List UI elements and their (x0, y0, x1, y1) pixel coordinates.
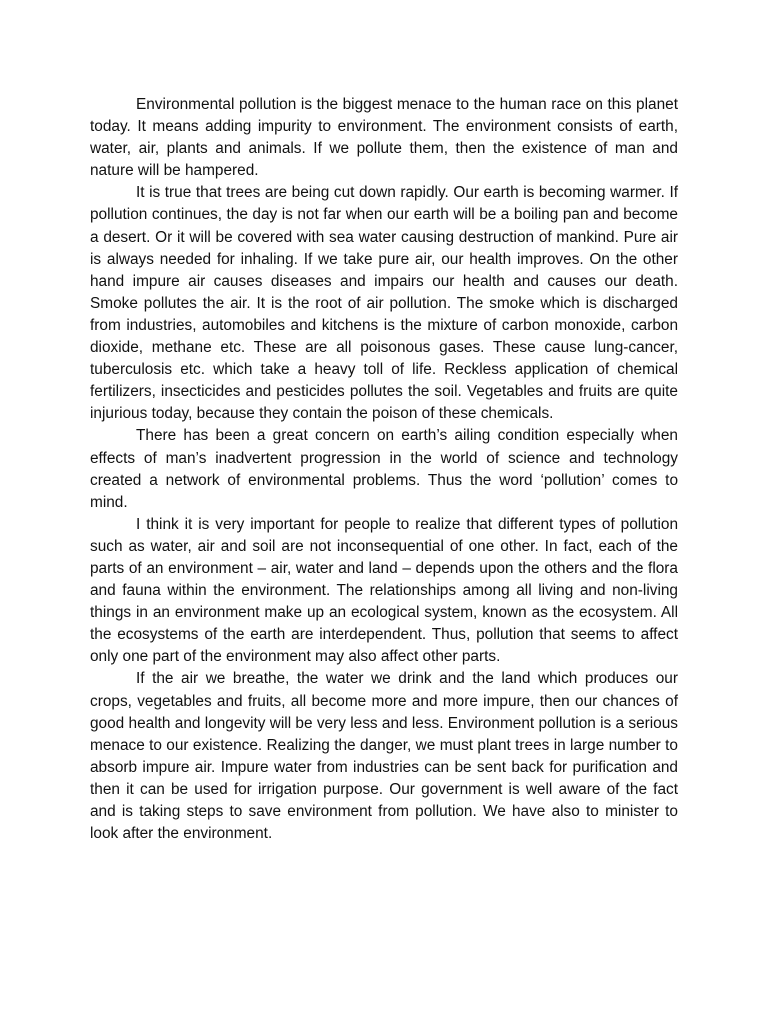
paragraph-5: If the air we breathe, the water we drink and the land which produces our crops, vegetables and fruits, all become more and more impure, then our chances of good health and longevity will be very less and less. Environment pollution is a serious menace to our existence. Realizing the danger, we must plant trees in large number to absorb impure air. Impure water from industries can be sent back for purification and then it can be used for irrigation purpose. Our government is well aware of the fact and is taking steps to save environment from pollution. We have also to minister to look after the environment. (90, 670, 678, 843)
paragraph-2: It is true that trees are being cut down rapidly. Our earth is becoming warmer. If pollution continues, the day is not far when our earth will be a boiling pan and become a desert. Or it will be covered with sea water causing destruction of mankind. Pure air is always needed for inhaling. If we take pure air, our health improves. On the other hand impure air causes diseases and impairs our health and causes our death. Smoke pollutes the air. It is the root of air pollution. The smoke which is discharged from industries, automobiles and kitchens is the mixture of carbon monoxide, carbon dioxide, methane etc. These are all poisonous gases. These cause lung-cancer, tuberculosis etc. which take a heavy toll of life. Reckless application of chemical fertilizers, insecticides and pesticides pollutes the soil. Vegetables and fruits are quite injurious today, because they contain the poison of these chemicals. (90, 184, 678, 423)
paragraph-4: I think it is very important for people to realize that different types of pollution such as water, air and soil are not inconsequential of one other. In fact, each of the parts of an environment – air, water and land – depends upon the others and the flora and fauna within the environment. The relationships among all living and non-living things in an environment make up an ecological system, known as the ecosystem. All the ecosystems of the earth are interdependent. Thus, pollution that seems to affect only one part of the environment may also affect other parts. (90, 515, 678, 666)
paragraph-3: There has been a great concern on earth’s ailing condition especially when effects of man’s inadvertent progression in the world of science and technology created a network of environmental problems. Thus the word ‘pollution’ comes to mind. (90, 427, 678, 511)
document-page (90, 94, 678, 845)
paragraph-1: Environmental pollution is the biggest menace to the human race on this planet today. It means adding impurity to environment. The environment consists of earth, water, air, plants and animals. If we pollute them, then the existence of man and nature will be hampered. (90, 96, 678, 180)
